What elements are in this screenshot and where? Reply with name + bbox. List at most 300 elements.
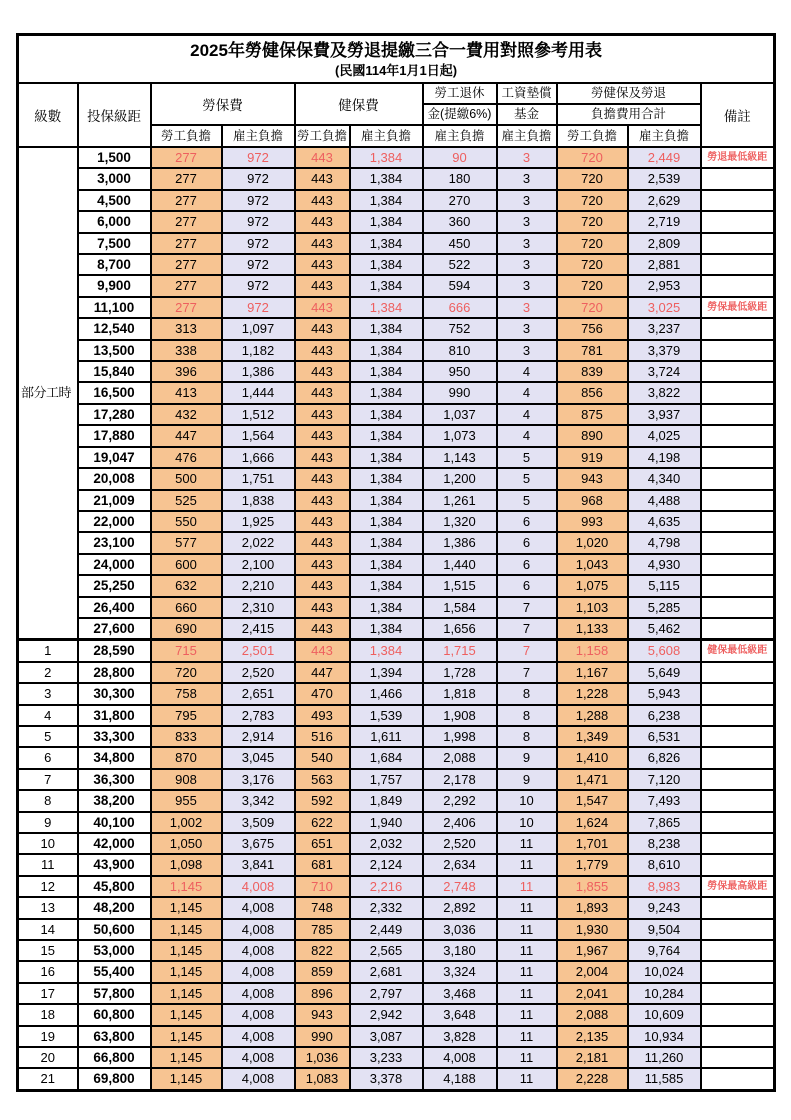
level-cell: 13 <box>18 897 78 918</box>
remark-cell <box>701 961 775 982</box>
total-employer-cell: 5,649 <box>628 662 701 683</box>
bracket-cell: 42,000 <box>78 833 151 854</box>
table-row <box>18 618 775 640</box>
remark-cell <box>701 618 775 640</box>
total-employee-cell: 919 <box>557 447 628 468</box>
labor-employer-cell: 3,045 <box>222 747 295 768</box>
health-employee-cell: 443 <box>295 597 350 618</box>
labor-employee-cell: 1,145 <box>151 940 222 961</box>
total-employee-cell: 1,228 <box>557 683 628 704</box>
remark-cell <box>701 919 775 940</box>
health-employee-cell: 443 <box>295 340 350 361</box>
labor-employer-cell: 1,666 <box>222 447 295 468</box>
total-employer-cell: 4,198 <box>628 447 701 468</box>
bracket-cell: 30,300 <box>78 683 151 704</box>
total-employer-cell: 6,531 <box>628 726 701 747</box>
bracket-cell: 3,000 <box>78 168 151 189</box>
remark-cell <box>701 190 775 211</box>
total-employee-cell: 781 <box>557 340 628 361</box>
bracket-cell: 40,100 <box>78 812 151 833</box>
health-employer-cell: 1,384 <box>350 511 423 532</box>
table-row <box>18 726 775 747</box>
wage-fund-employer-cell: 4 <box>497 361 557 382</box>
total-employer-cell: 4,930 <box>628 554 701 575</box>
labor-employer-cell: 4,008 <box>222 961 295 982</box>
total-employee-cell: 720 <box>557 254 628 275</box>
table-row <box>18 447 775 468</box>
total-employee-cell: 2,181 <box>557 1047 628 1068</box>
health-employee-cell: 443 <box>295 532 350 553</box>
health-employee-cell: 443 <box>295 618 350 640</box>
total-employee-cell: 720 <box>557 275 628 296</box>
bracket-cell: 63,800 <box>78 1026 151 1047</box>
table-row <box>18 1068 775 1090</box>
bracket-cell: 45,800 <box>78 876 151 897</box>
total-employer-cell: 4,635 <box>628 511 701 532</box>
bracket-cell: 27,600 <box>78 618 151 640</box>
labor-employer-cell: 4,008 <box>222 1004 295 1025</box>
page-title: 2025年勞健保保費及勞退提繳三合一費用對照參考用表 <box>190 41 602 61</box>
wage-fund-employer-cell: 4 <box>497 382 557 403</box>
total-employee-cell: 2,004 <box>557 961 628 982</box>
total-employer-cell: 3,025 <box>628 297 701 318</box>
bracket-cell: 19,047 <box>78 447 151 468</box>
pension-employer-cell: 2,406 <box>423 812 497 833</box>
level-cell: 20 <box>18 1047 78 1068</box>
pension-employer-cell: 1,656 <box>423 618 497 640</box>
labor-employee-cell: 690 <box>151 618 222 640</box>
remark-cell <box>701 983 775 1004</box>
labor-employee-cell: 432 <box>151 404 222 425</box>
health-employee-cell: 443 <box>295 511 350 532</box>
table-row <box>18 211 775 232</box>
total-employee-cell: 1,779 <box>557 854 628 875</box>
bracket-cell: 11,100 <box>78 297 151 318</box>
health-employer-cell: 1,849 <box>350 790 423 811</box>
level-cell: 6 <box>18 747 78 768</box>
table-row <box>18 511 775 532</box>
wage-fund-employer-cell: 11 <box>497 1068 557 1090</box>
pension-employer-cell: 2,178 <box>423 769 497 790</box>
labor-employee-cell: 795 <box>151 705 222 726</box>
col-header-wage-fund-line2: 基金 <box>497 104 557 125</box>
total-employee-cell: 720 <box>557 190 628 211</box>
health-employee-cell: 493 <box>295 705 350 726</box>
health-employee-cell: 443 <box>295 468 350 489</box>
labor-employee-cell: 338 <box>151 340 222 361</box>
col-header-wage-fund-line1: 工資墊償 <box>497 83 557 104</box>
bracket-cell: 17,880 <box>78 425 151 446</box>
health-employee-cell: 443 <box>295 211 350 232</box>
level-cell: 8 <box>18 790 78 811</box>
health-employer-cell: 2,032 <box>350 833 423 854</box>
labor-employee-cell: 1,145 <box>151 983 222 1004</box>
total-employee-cell: 1,471 <box>557 769 628 790</box>
total-employer-cell: 11,260 <box>628 1047 701 1068</box>
health-employee-cell: 443 <box>295 233 350 254</box>
total-employer-cell: 9,764 <box>628 940 701 961</box>
labor-employee-cell: 955 <box>151 790 222 811</box>
health-employer-cell: 1,384 <box>350 340 423 361</box>
wage-fund-employer-cell: 11 <box>497 1047 557 1068</box>
pension-employer-cell: 3,648 <box>423 1004 497 1025</box>
part-time-label-cell: 部分工時 <box>18 147 78 640</box>
total-employee-cell: 720 <box>557 168 628 189</box>
labor-employer-cell: 1,512 <box>222 404 295 425</box>
wage-fund-employer-cell: 3 <box>497 297 557 318</box>
wage-fund-employer-cell: 11 <box>497 897 557 918</box>
bracket-cell: 28,800 <box>78 662 151 683</box>
health-employee-cell: 443 <box>295 447 350 468</box>
health-employer-cell: 1,684 <box>350 747 423 768</box>
labor-employee-cell: 1,050 <box>151 833 222 854</box>
bracket-cell: 6,000 <box>78 211 151 232</box>
labor-employer-cell: 2,520 <box>222 662 295 683</box>
pension-employer-cell: 1,728 <box>423 662 497 683</box>
remark-cell <box>701 747 775 768</box>
remark-cell <box>701 1068 775 1090</box>
labor-employer-cell: 2,914 <box>222 726 295 747</box>
total-employee-cell: 2,135 <box>557 1026 628 1047</box>
remark-cell <box>701 318 775 339</box>
health-employer-cell: 1,384 <box>350 532 423 553</box>
table-title-cell <box>18 35 775 84</box>
health-employer-cell: 1,384 <box>350 190 423 211</box>
total-employer-cell: 8,610 <box>628 854 701 875</box>
total-employer-cell: 2,539 <box>628 168 701 189</box>
col-header-pension-line1: 勞工退休 <box>423 83 497 104</box>
bracket-cell: 48,200 <box>78 897 151 918</box>
labor-employer-cell: 3,841 <box>222 854 295 875</box>
table-row <box>18 340 775 361</box>
health-employee-cell: 859 <box>295 961 350 982</box>
labor-employee-cell: 908 <box>151 769 222 790</box>
remark-cell: 勞保最低級距 <box>701 297 775 318</box>
pension-employer-cell: 1,320 <box>423 511 497 532</box>
table-row <box>18 190 775 211</box>
labor-employee-cell: 715 <box>151 640 222 662</box>
labor-employee-cell: 1,145 <box>151 897 222 918</box>
remark-cell <box>701 275 775 296</box>
remark-cell <box>701 532 775 553</box>
total-employer-cell: 10,284 <box>628 983 701 1004</box>
total-employer-cell: 11,585 <box>628 1068 701 1090</box>
total-employer-cell: 2,881 <box>628 254 701 275</box>
labor-employee-cell: 577 <box>151 532 222 553</box>
pension-employer-cell: 666 <box>423 297 497 318</box>
pension-employer-cell: 3,468 <box>423 983 497 1004</box>
health-employer-cell: 1,757 <box>350 769 423 790</box>
pension-employer-cell: 950 <box>423 361 497 382</box>
subheader-pension-employer: 雇主負擔 <box>423 125 497 147</box>
total-employer-cell: 10,934 <box>628 1026 701 1047</box>
table-row <box>18 554 775 575</box>
total-employee-cell: 2,041 <box>557 983 628 1004</box>
labor-employer-cell: 3,509 <box>222 812 295 833</box>
health-employee-cell: 563 <box>295 769 350 790</box>
pension-employer-cell: 3,324 <box>423 961 497 982</box>
total-employer-cell: 3,937 <box>628 404 701 425</box>
total-employer-cell: 5,285 <box>628 597 701 618</box>
remark-cell: 健保最低級距 <box>701 640 775 662</box>
wage-fund-employer-cell: 11 <box>497 940 557 961</box>
total-employer-cell: 2,719 <box>628 211 701 232</box>
remark-cell <box>701 597 775 618</box>
pension-employer-cell: 2,088 <box>423 747 497 768</box>
health-employer-cell: 2,565 <box>350 940 423 961</box>
health-employer-cell: 3,233 <box>350 1047 423 1068</box>
total-employee-cell: 993 <box>557 511 628 532</box>
table-row <box>18 940 775 961</box>
labor-employee-cell: 660 <box>151 597 222 618</box>
wage-fund-employer-cell: 3 <box>497 168 557 189</box>
table-row <box>18 961 775 982</box>
table-row <box>18 640 775 662</box>
bracket-cell: 50,600 <box>78 919 151 940</box>
wage-fund-employer-cell: 11 <box>497 833 557 854</box>
health-employer-cell: 2,449 <box>350 919 423 940</box>
labor-employer-cell: 2,310 <box>222 597 295 618</box>
health-employer-cell: 1,384 <box>350 382 423 403</box>
bracket-cell: 55,400 <box>78 961 151 982</box>
table-row <box>18 382 775 403</box>
labor-employee-cell: 720 <box>151 662 222 683</box>
health-employer-cell: 1,466 <box>350 683 423 704</box>
remark-cell <box>701 168 775 189</box>
title-row <box>18 35 775 84</box>
bracket-cell: 15,840 <box>78 361 151 382</box>
health-employer-cell: 1,384 <box>350 147 423 168</box>
total-employee-cell: 1,893 <box>557 897 628 918</box>
level-cell: 14 <box>18 919 78 940</box>
remark-cell <box>701 769 775 790</box>
table-row <box>18 275 775 296</box>
subheader-total-employee: 勞工負擔 <box>557 125 628 147</box>
health-employee-cell: 443 <box>295 275 350 296</box>
wage-fund-employer-cell: 5 <box>497 490 557 511</box>
table-row <box>18 790 775 811</box>
labor-employee-cell: 1,145 <box>151 1004 222 1025</box>
labor-employee-cell: 1,145 <box>151 1068 222 1090</box>
labor-employee-cell: 396 <box>151 361 222 382</box>
bracket-cell: 4,500 <box>78 190 151 211</box>
health-employer-cell: 2,797 <box>350 983 423 1004</box>
wage-fund-employer-cell: 3 <box>497 147 557 168</box>
wage-fund-employer-cell: 3 <box>497 190 557 211</box>
total-employee-cell: 1,701 <box>557 833 628 854</box>
remark-cell <box>701 1047 775 1068</box>
remark-cell <box>701 726 775 747</box>
wage-fund-employer-cell: 8 <box>497 726 557 747</box>
bracket-cell: 43,900 <box>78 854 151 875</box>
total-employer-cell: 7,493 <box>628 790 701 811</box>
labor-employee-cell: 277 <box>151 254 222 275</box>
total-employer-cell: 4,025 <box>628 425 701 446</box>
table-row <box>18 876 775 897</box>
health-employer-cell: 2,681 <box>350 961 423 982</box>
table-row <box>18 532 775 553</box>
remark-cell <box>701 511 775 532</box>
pension-employer-cell: 990 <box>423 382 497 403</box>
remark-cell <box>701 854 775 875</box>
remark-cell: 勞保最高級距 <box>701 876 775 897</box>
health-employee-cell: 443 <box>295 318 350 339</box>
pension-employer-cell: 522 <box>423 254 497 275</box>
table-row <box>18 747 775 768</box>
table-row <box>18 318 775 339</box>
table-row <box>18 233 775 254</box>
bracket-cell: 33,300 <box>78 726 151 747</box>
health-employee-cell: 443 <box>295 168 350 189</box>
pension-employer-cell: 1,440 <box>423 554 497 575</box>
table-row <box>18 897 775 918</box>
total-employee-cell: 943 <box>557 468 628 489</box>
total-employer-cell: 6,238 <box>628 705 701 726</box>
health-employer-cell: 1,384 <box>350 468 423 489</box>
remark-cell <box>701 425 775 446</box>
labor-employer-cell: 4,008 <box>222 1047 295 1068</box>
total-employee-cell: 2,088 <box>557 1004 628 1025</box>
health-employer-cell: 2,332 <box>350 897 423 918</box>
wage-fund-employer-cell: 9 <box>497 769 557 790</box>
pension-employer-cell: 1,998 <box>423 726 497 747</box>
level-cell: 11 <box>18 854 78 875</box>
total-employee-cell: 1,624 <box>557 812 628 833</box>
health-employee-cell: 681 <box>295 854 350 875</box>
total-employer-cell: 4,340 <box>628 468 701 489</box>
remark-cell <box>701 705 775 726</box>
health-employer-cell: 1,384 <box>350 168 423 189</box>
bracket-cell: 13,500 <box>78 340 151 361</box>
pension-employer-cell: 270 <box>423 190 497 211</box>
labor-employee-cell: 600 <box>151 554 222 575</box>
labor-employer-cell: 4,008 <box>222 1068 295 1090</box>
total-employee-cell: 720 <box>557 147 628 168</box>
health-employer-cell: 1,384 <box>350 447 423 468</box>
health-employer-cell: 1,384 <box>350 275 423 296</box>
level-cell: 9 <box>18 812 78 833</box>
labor-employer-cell: 1,386 <box>222 361 295 382</box>
labor-employee-cell: 870 <box>151 747 222 768</box>
health-employer-cell: 1,384 <box>350 297 423 318</box>
labor-employee-cell: 758 <box>151 683 222 704</box>
wage-fund-employer-cell: 11 <box>497 854 557 875</box>
health-employee-cell: 443 <box>295 382 350 403</box>
health-employer-cell: 1,394 <box>350 662 423 683</box>
labor-employee-cell: 277 <box>151 168 222 189</box>
bracket-cell: 36,300 <box>78 769 151 790</box>
labor-employer-cell: 2,100 <box>222 554 295 575</box>
bracket-cell: 22,000 <box>78 511 151 532</box>
level-cell: 15 <box>18 940 78 961</box>
wage-fund-employer-cell: 11 <box>497 1004 557 1025</box>
wage-fund-employer-cell: 4 <box>497 404 557 425</box>
health-employee-cell: 1,036 <box>295 1047 350 1068</box>
subheader-total-employer: 雇主負擔 <box>628 125 701 147</box>
labor-employer-cell: 972 <box>222 233 295 254</box>
level-cell: 2 <box>18 662 78 683</box>
health-employer-cell: 3,378 <box>350 1068 423 1090</box>
total-employee-cell: 1,410 <box>557 747 628 768</box>
health-employee-cell: 443 <box>295 575 350 596</box>
remark-cell <box>701 790 775 811</box>
total-employer-cell: 4,488 <box>628 490 701 511</box>
wage-fund-employer-cell: 6 <box>497 511 557 532</box>
total-employer-cell: 2,953 <box>628 275 701 296</box>
labor-employer-cell: 2,415 <box>222 618 295 640</box>
fee-table <box>16 33 776 1092</box>
total-employer-cell: 5,943 <box>628 683 701 704</box>
pension-employer-cell: 450 <box>423 233 497 254</box>
health-employer-cell: 1,384 <box>350 575 423 596</box>
health-employee-cell: 443 <box>295 361 350 382</box>
total-employer-cell: 4,798 <box>628 532 701 553</box>
total-employee-cell: 1,158 <box>557 640 628 662</box>
subheader-health-employer: 雇主負擔 <box>350 125 423 147</box>
pension-employer-cell: 4,008 <box>423 1047 497 1068</box>
col-header-labor-insurance: 勞保費 <box>151 83 295 125</box>
table-row <box>18 662 775 683</box>
labor-employee-cell: 476 <box>151 447 222 468</box>
remark-cell <box>701 1004 775 1025</box>
total-employee-cell: 720 <box>557 297 628 318</box>
health-employee-cell: 651 <box>295 833 350 854</box>
pension-employer-cell: 4,188 <box>423 1068 497 1090</box>
bracket-cell: 12,540 <box>78 318 151 339</box>
total-employee-cell: 1,167 <box>557 662 628 683</box>
labor-employee-cell: 1,145 <box>151 1047 222 1068</box>
pension-employer-cell: 1,715 <box>423 640 497 662</box>
labor-employee-cell: 1,145 <box>151 919 222 940</box>
pension-employer-cell: 2,634 <box>423 854 497 875</box>
col-header-total-line1: 勞健保及勞退 <box>557 83 701 104</box>
table-row <box>18 575 775 596</box>
labor-employee-cell: 833 <box>151 726 222 747</box>
pension-employer-cell: 90 <box>423 147 497 168</box>
table-row <box>18 168 775 189</box>
bracket-cell: 26,400 <box>78 597 151 618</box>
labor-employer-cell: 1,444 <box>222 382 295 403</box>
level-cell: 19 <box>18 1026 78 1047</box>
labor-employer-cell: 2,651 <box>222 683 295 704</box>
pension-employer-cell: 1,584 <box>423 597 497 618</box>
health-employee-cell: 822 <box>295 940 350 961</box>
bracket-cell: 17,280 <box>78 404 151 425</box>
wage-fund-employer-cell: 11 <box>497 983 557 1004</box>
total-employer-cell: 5,462 <box>628 618 701 640</box>
wage-fund-employer-cell: 6 <box>497 554 557 575</box>
labor-employer-cell: 4,008 <box>222 1026 295 1047</box>
total-employee-cell: 1,855 <box>557 876 628 897</box>
level-cell: 12 <box>18 876 78 897</box>
table-row <box>18 361 775 382</box>
pension-employer-cell: 1,261 <box>423 490 497 511</box>
health-employee-cell: 592 <box>295 790 350 811</box>
total-employer-cell: 2,449 <box>628 147 701 168</box>
pension-employer-cell: 1,386 <box>423 532 497 553</box>
total-employer-cell: 10,609 <box>628 1004 701 1025</box>
health-employer-cell: 1,384 <box>350 554 423 575</box>
labor-employer-cell: 972 <box>222 297 295 318</box>
level-cell: 18 <box>18 1004 78 1025</box>
table-row <box>18 147 775 168</box>
total-employer-cell: 3,724 <box>628 361 701 382</box>
pension-employer-cell: 3,036 <box>423 919 497 940</box>
pension-employer-cell: 1,908 <box>423 705 497 726</box>
health-employer-cell: 2,124 <box>350 854 423 875</box>
total-employer-cell: 2,809 <box>628 233 701 254</box>
health-employee-cell: 710 <box>295 876 350 897</box>
